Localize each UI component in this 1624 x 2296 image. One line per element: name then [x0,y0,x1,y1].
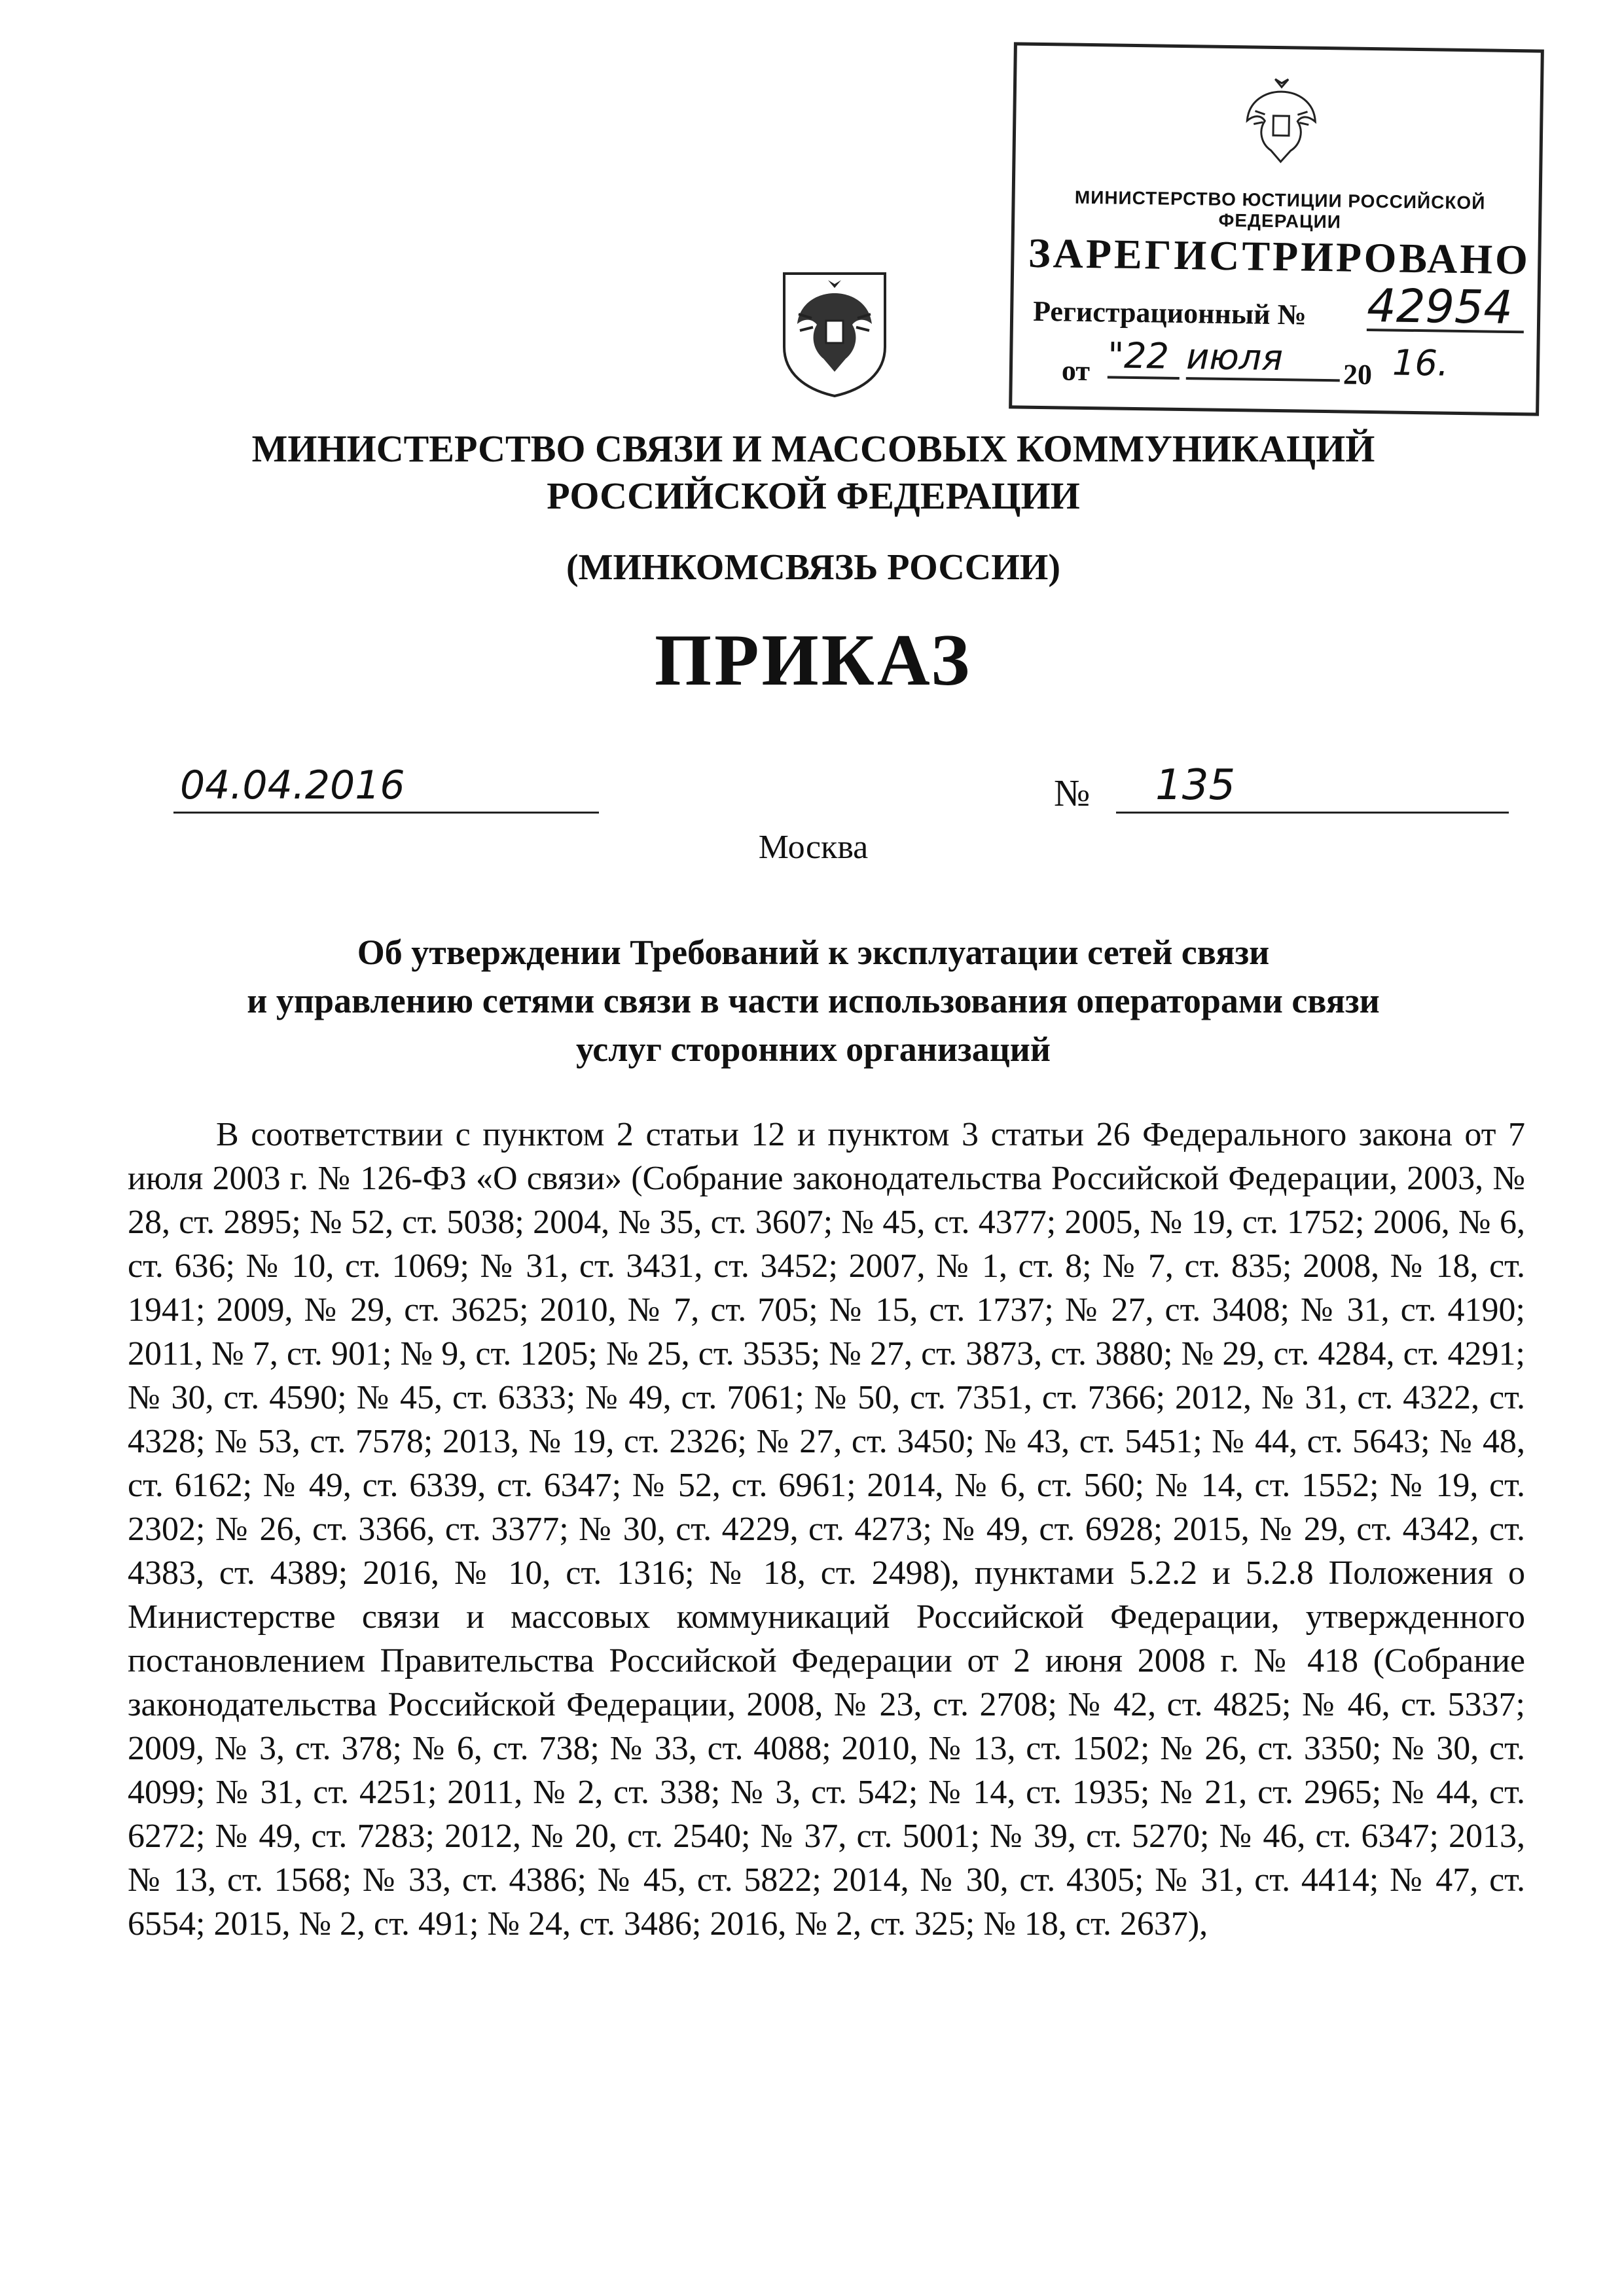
ministry-name [118,425,1509,520]
ministry-name-line1: МИНИСТЕРСТВО СВЯЗИ И МАССОВЫХ КОММУНИКАЦИЙ [251,427,1375,470]
order-date: 04.04.2016 [173,759,599,814]
city: Москва [758,829,869,866]
body-text [128,1113,1525,1946]
stamp-date-year-prefix: 20 [1343,358,1373,391]
order-title-line2: и управлению сетями связи в части использования операторами связи [247,981,1380,1020]
stamp-reg-number: 42954 [1367,283,1525,333]
order-number-label: № [1054,772,1091,814]
stamp-status: ЗАРЕГИСТРИРОВАНО [1028,229,1531,283]
stamp-date-day: "22 [1108,334,1180,380]
order-number: 135 [1116,759,1509,814]
order-title [151,928,1476,1073]
registration-stamp [1009,42,1544,416]
ministry-short-name: (МИНКОМСВЯЗЬ РОССИИ) [566,547,1061,588]
body-paragraph: В соответствии с пунктом 2 статьи 12 и пунктом 3 статьи 26 Федерального закона от 7 июля 2003 г. № 126-ФЗ «О связи» (Собрание законодательства Российской Федерации, 2003, № 28, ст. 2895; № 52, ст. 5038; 2004, № 35, ст. 3607; № 45, ст. 4377; 2005, № 19, ст. 1752; 2006, № 6, ст. 636; № 10, ст. 1069; № 31, ст. 3431, ст. 3452; 2007, № 1, ст. 8; № 7, ст. 835; 2008, № 18, ст. 1941; 2009, № 29, ст. 3625; 2010, № 7, ст. 705; № 15, ст. 1737; № 27, ст. 3408; № 31, ст. 4190; 2011, № 7, ст. 901; № 9, ст. 1205; № 25, ст. 3535; № 27, ст. 3873, ст. 3880; № 29, ст. 4284, ст. 4291; № 30, ст. 4590; № 45, ст. 6333; № 49, ст. 7061; № 50, ст. 7351, ст. 7366; 2012, № 31, ст. 4322, ст. 4328; № 53, ст. 7578; 2013, № 19, ст. 2326; № 27, ст. 3450; № 43, ст. 5451; № 44, ст. 5643; № 48, ст. 6162; № 49, ст. 6339, ст. 6347; № 52, ст. 6961; 2014, № 6, ст. 560; № 14, ст. 1552; № 19, ст. 2302; № 26, ст. 3366, ст. 3377; № 30, ст. 4229, ст. 4273; № 49, ст. 6928; 2015, № 29, ст. 4342, ст. 4383, ст. 4389; 2016, № 10, ст. 1316; № 18, ст. 2498), пунктами 5.2.2 и 5.2.8 Положения о Министерстве связи и массовых коммуникаций Российской Федерации, утвержденного постановлением Правительства Российской Федерации от 2 июня 2008 г. № 418 (Собрание законодательства Российской Федерации, 2008, № 23, ст. 2708; № 42, ст. 4825; № 46, ст. 5337; 2009, № 3, ст. 378; № 6, ст. 738; № 33, ст. 4088; 2010, № 13, ст. 1502; № 26, ст. 3350; № 30, ст. 4099; № 31, ст. 4251; 2011, № 2, ст. 338; № 3, ст. 542; № 14, ст. 1935; № 21, ст. 2965; № 44, ст. 6272; № 49, ст. 7283; 2012, № 20, ст. 2540; № 37, ст. 5001; № 39, ст. 5270; № 46, ст. 6347; 2013, № 13, ст. 1568; № 33, ст. 4386; № 45, ст. 5822; 2014, № 30, ст. 4305; № 31, ст. 4414; № 47, ст. 6554; 2015, № 2, ст. 491; № 24, ст. 3486; 2016, № 2, ст. 325; № 18, ст. 2637), [128,1116,1525,1943]
ministry-name-line2: РОССИЙСКОЙ ФЕДЕРАЦИИ [547,475,1080,517]
stamp-ministry: МИНИСТЕРСТВО ЮСТИЦИИ РОССИЙСКОЙ ФЕДЕРАЦИИ [1074,187,1486,232]
document-type: ПРИКАЗ [654,620,973,701]
stamp-date-year-suffix: 16. [1392,342,1449,384]
stamp-reg-label: Регистрационный № [1032,295,1307,331]
coat-of-arms-icon [779,268,890,399]
stamp-date-month: июля [1186,336,1341,382]
order-title-line1: Об утверждении Требований к эксплуатации сетей связи [357,933,1270,972]
order-title-line3: услуг сторонних организаций [575,1030,1051,1069]
stamp-date-prefix: от [1061,354,1091,387]
eagle-emblem-icon [1241,75,1321,168]
